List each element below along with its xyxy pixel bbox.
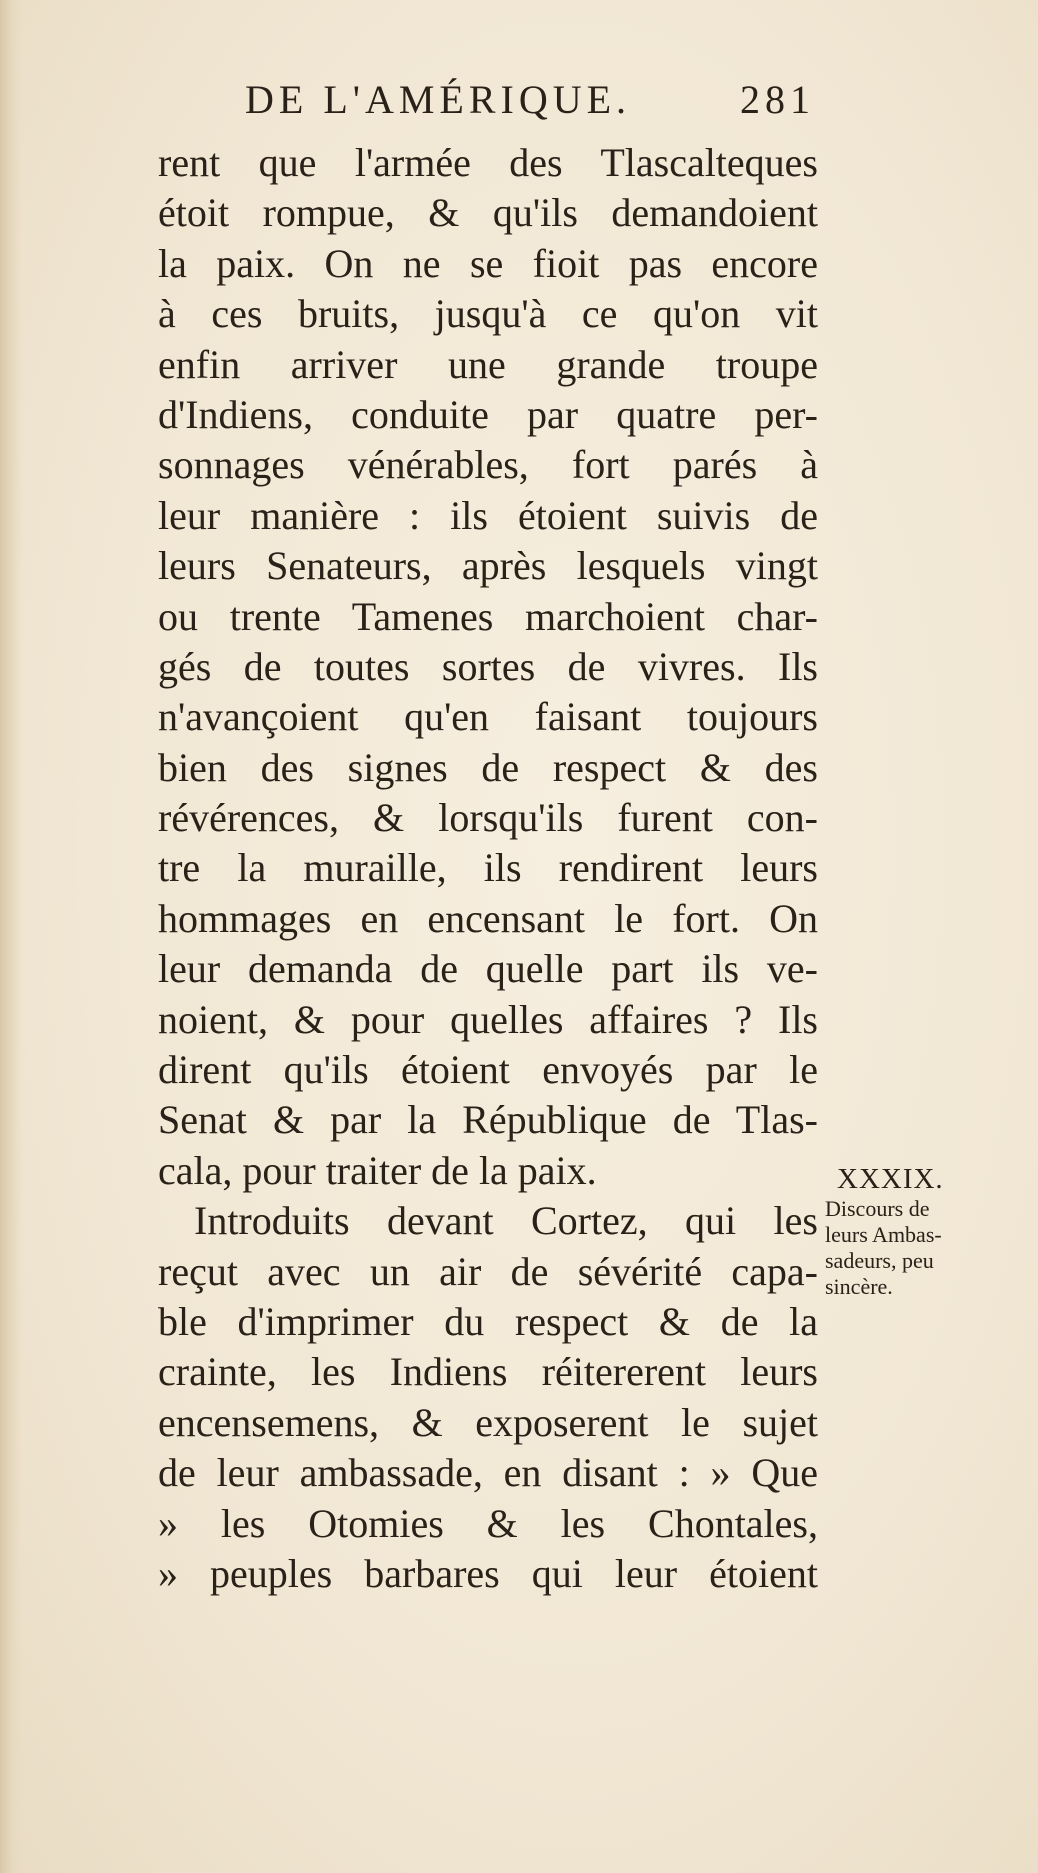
text-line: leur demanda de quelle part ils ve- [158,946,818,992]
text-line: à ces bruits, jusqu'à ce qu'on vit [158,291,818,337]
text-line: noient, & pour quelles affaires ? Ils [158,996,818,1042]
text-line: leur manière : ils étoient suivis de [158,492,818,538]
margin-note-line: sincère. [825,1274,893,1299]
text-line: tre la muraille, ils rendirent leurs [158,845,818,891]
text-line: la paix. On ne se fioit pas encore [158,240,818,286]
running-head: DE L'AMÉRIQUE. [245,77,632,122]
margin-note [825,1163,1015,1300]
text-line: ou trente Tamenes marchoient char- [158,593,818,639]
page-number: 281 [740,77,815,122]
text-line: n'avançoient qu'en faisant toujours [158,694,818,740]
margin-note-line: leurs Ambas- [825,1222,942,1247]
text-line: bien des signes de respect & des [158,744,818,790]
text-line: rent que l'armée des Tlascalteques [158,140,818,185]
body-text [158,138,818,1599]
text-line: de leur ambassade, en disant : » Que [158,1450,818,1496]
text-line: dirent qu'ils étoient envoyés par le [158,1047,818,1093]
text-line: gés de toutes sortes de vivres. Ils [158,643,818,689]
text-line: Senat & par la République de Tlas- [158,1097,818,1143]
text-line: crainte, les Indiens réitererent leurs [158,1349,818,1395]
text-line: encensemens, & exposerent le sujet [158,1399,818,1445]
text-line: ble d'imprimer du respect & de la [158,1298,818,1344]
text-line: » peuples barbares qui leur étoient [158,1550,818,1596]
margin-note-line: Discours de [825,1196,930,1221]
text-line: » les Otomies & les Chontales, [158,1500,818,1546]
text-line: sonnages vénérables, fort parés à [158,442,818,488]
text-line: Introduits devant Cortez, qui les [194,1198,818,1244]
text-line: leurs Senateurs, après lesquels vingt [158,543,818,589]
page-header [245,76,815,126]
text-line: révérences, & lorsqu'ils furent con- [158,795,818,841]
text-line: d'Indiens, conduite par quatre per- [158,391,818,437]
page-gutter [0,0,22,1873]
margin-note-line: sadeurs, peu [825,1248,934,1273]
section-numeral: XXXIX. [837,1163,944,1195]
text-line: étoit rompue, & qu'ils demandoient [158,190,818,236]
text-line: hommages en encensant le fort. On [158,895,818,941]
text-line: cala, pour traiter de la paix. [158,1147,597,1193]
text-line: enfin arriver une grande troupe [158,341,818,387]
text-line: reçut avec un air de sévérité capa- [158,1248,818,1294]
